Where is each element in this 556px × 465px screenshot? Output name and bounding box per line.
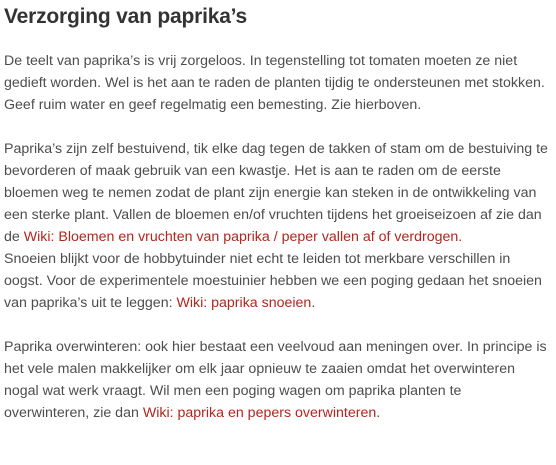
paragraph-overwintering-end: .	[376, 405, 381, 421]
paragraph-intro-text: De teelt van paprika’s is vrij zorgeloos. In tegenstelling tot tomaten moeten ze niet gedieft worden. Wel is het aan te raden de planten tijdig te ondersteunen met stokken. Geef ruim water en geef regelmatig een bemesting. Zie hierboven.	[4, 53, 545, 113]
paragraph-pollination	[4, 138, 550, 248]
wiki-link-flowers-fruits[interactable]: Wiki: Bloemen en vruchten van paprika / peper vallen af of verdrogen.	[23, 229, 463, 245]
paragraph-overwintering	[4, 336, 550, 424]
page-title: Verzorging van paprika’s	[4, 5, 248, 28]
paragraph-pruning	[4, 248, 550, 314]
wiki-link-pruning[interactable]: Wiki: paprika snoeien	[176, 295, 312, 311]
paragraph-pruning-end: .	[311, 295, 316, 311]
paragraph-pruning-text: Snoeien blijkt voor de hobbytuinder niet echt te leiden tot merkbare verschillen in oogst. Voor de experimentele moestuinier hebben we een poging gedaan het snoeien van paprika’s uit te leggen:	[4, 251, 542, 311]
wiki-link-overwintering[interactable]: Wiki: paprika en pepers overwinteren	[142, 405, 377, 421]
paragraph-overwintering-text: Paprika overwinteren: ook hier bestaat een veelvoud aan meningen over. In principe is het vele malen makkelijker om elk jaar opnieuw te zaaien omdat het overwinteren nogal wat werk vraagt. Wil men een poging wagen om paprika planten te overwinteren, zie dan	[4, 339, 547, 421]
paragraph-pollination-text: Paprika’s zijn zelf bestuivend, tik elke dag tegen de takken of stam om de bestuiving te bevorderen of maak gebruik van een kwastje. Het is aan te raden om de eerste bloemen weg te nemen zodat de plant zijn energie kan steken in de ontwikkeling van een sterke plant. Vallen de bloemen en/of vruchten tijdens het groeiseizoen af zie dan de	[4, 141, 548, 245]
paragraph-intro	[4, 50, 550, 116]
